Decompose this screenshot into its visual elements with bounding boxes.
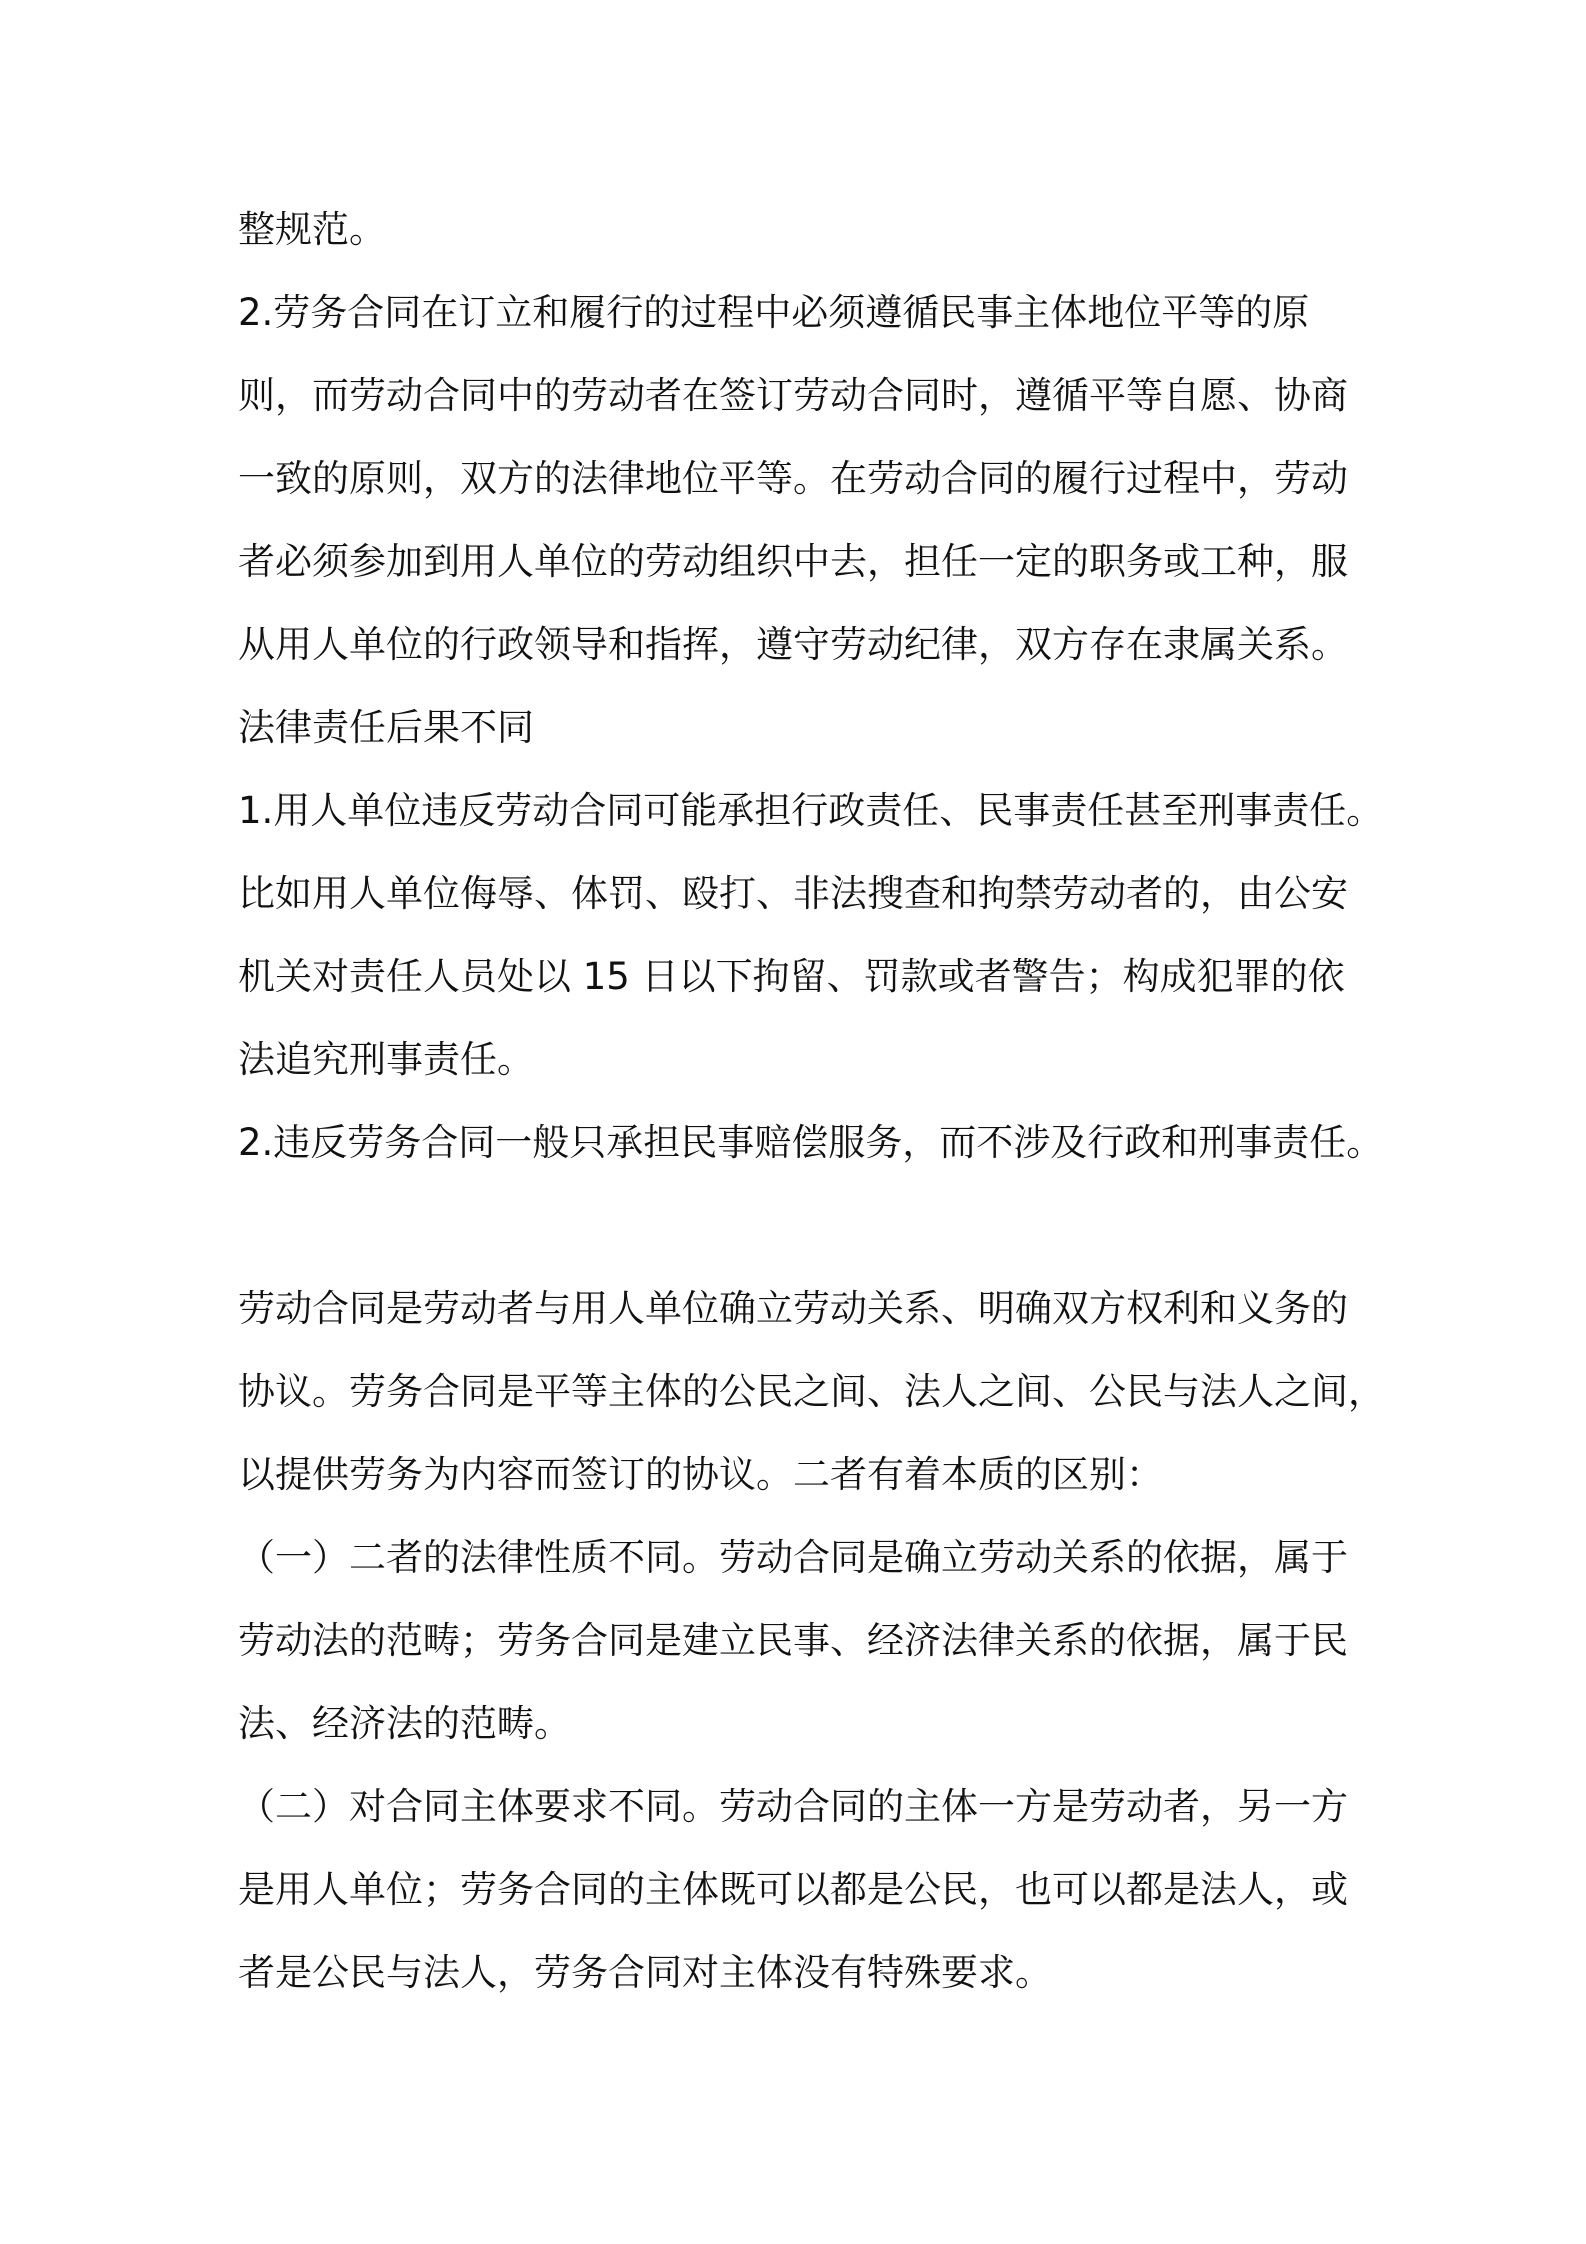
text-line: 2.劳务合同在订立和履行的过程中必须遵循民事主体地位平等的原 bbox=[238, 291, 1310, 334]
text-line: 法、经济法的范畴。 bbox=[238, 1702, 571, 1745]
text-line: 法追究刑事责任。 bbox=[238, 1038, 534, 1081]
text-line: 则，而劳动合同中的劳动者在签订劳动合同时，遵循平等自愿、协商 bbox=[238, 374, 1348, 417]
text-line: 整规范。 bbox=[238, 208, 386, 251]
text-line: 比如用人单位侮辱、体罚、殴打、非法搜查和拘禁劳动者的，由公安 bbox=[238, 872, 1348, 915]
text-line: 协议。劳务合同是平等主体的公民之间、法人之间、公民与法人之间， bbox=[238, 1370, 1385, 1413]
text-line: 者是公民与法人，劳务合同对主体没有特殊要求。 bbox=[238, 1951, 1052, 1994]
text-line: 劳动合同是劳动者与用人单位确立劳动关系、明确双方权利和义务的 bbox=[238, 1287, 1348, 1330]
text-line: 劳动法的范畴；劳务合同是建立民事、经济法律关系的依据，属于民 bbox=[238, 1619, 1348, 1662]
text-line: （一）二者的法律性质不同。劳动合同是确立劳动关系的依据，属于 bbox=[238, 1536, 1348, 1579]
text-line: 以提供劳务为内容而签订的协议。二者有着本质的区别： bbox=[238, 1453, 1163, 1496]
text-line: 机关对责任人员处以 15 日以下拘留、罚款或者警告；构成犯罪的依 bbox=[238, 955, 1345, 998]
text-line: 1.用人单位违反劳动合同可能承担行政责任、民事责任甚至刑事责任。 bbox=[238, 789, 1384, 832]
text-line: 从用人单位的行政领导和指挥，遵守劳动纪律，双方存在隶属关系。 bbox=[238, 623, 1348, 666]
document-body bbox=[238, 188, 1385, 2014]
text-line: 者必须参加到用人单位的劳动组织中去，担任一定的职务或工种，服 bbox=[238, 540, 1348, 583]
text-line: 是用人单位；劳务合同的主体既可以都是公民，也可以都是法人，或 bbox=[238, 1868, 1348, 1911]
text-line: （二）对合同主体要求不同。劳动合同的主体一方是劳动者，另一方 bbox=[238, 1785, 1348, 1828]
blank-line bbox=[238, 1184, 1368, 1267]
text-line: 2.违反劳务合同一般只承担民事赔偿服务，而不涉及行政和刑事责任。 bbox=[238, 1121, 1384, 1164]
section-heading: 法律责任后果不同 bbox=[238, 706, 534, 749]
text-line: 一致的原则，双方的法律地位平等。在劳动合同的履行过程中，劳动 bbox=[238, 457, 1348, 500]
